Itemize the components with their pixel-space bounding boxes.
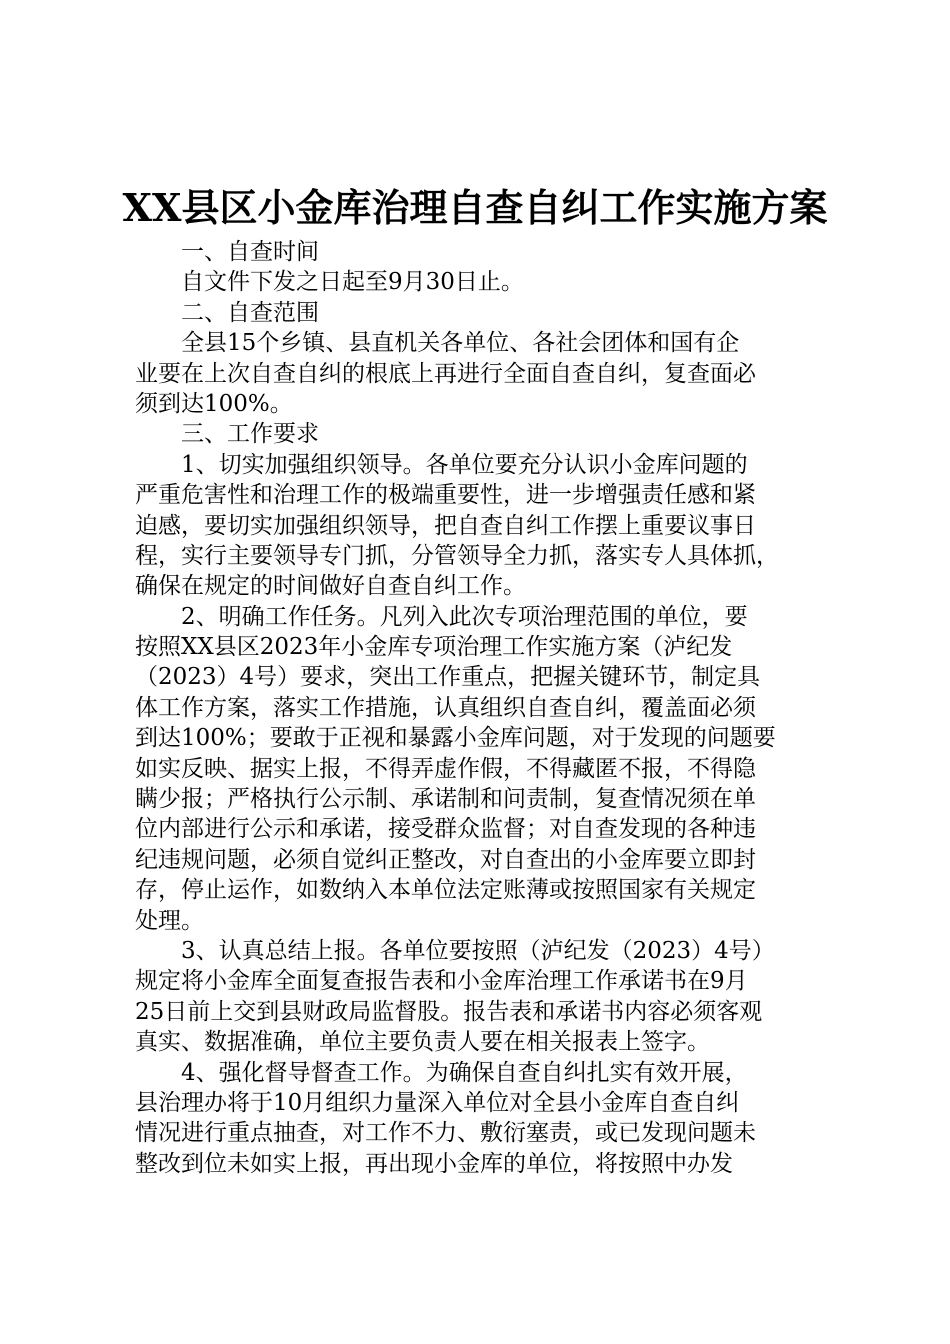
body-line: 4、强化督导督查工作。为确保自查自纠扎实有效开展， <box>181 1059 748 1086</box>
body-line: 业要在上次自查自纠的根底上再进行全面自查自纠，复查面必 <box>135 360 756 387</box>
body-line: 县治理办将于10月组织力量深入单位对全县小金库自查自纠 <box>135 1089 740 1116</box>
body-line: 自文件下发之日起至9月30日止。 <box>181 269 524 296</box>
body-line: 须到达100%。 <box>135 390 293 417</box>
body-line: 纪违规问题，必须自觉纠正整改，对自查出的小金库要立即封 <box>135 846 756 873</box>
body-line: 情况进行重点抽查，对工作不力、敷衍塞责，或已发现问题未 <box>135 1120 756 1147</box>
body-line: 3、认真总结上报。各单位要按照（泸纪发（2023）4号） <box>181 937 775 964</box>
body-line: 25日前上交到县财政局监督股。报告表和承诺书内容必须客观 <box>135 998 763 1025</box>
body-line: 规定将小金库全面复查报告表和小金库治理工作承诺书在9月 <box>135 968 748 995</box>
body-line: 位内部进行公示和承诺，接受群众监督；对自查发现的各种违 <box>135 816 756 843</box>
body-line: 迫感，要切实加强组织领导，把自查自纠工作摆上重要议事日 <box>135 512 756 539</box>
document-body <box>135 237 835 1179</box>
body-line: 严重危害性和治理工作的极端重要性，进一步增强责任感和紧 <box>135 482 756 509</box>
body-line: 瞒少报；严格执行公示制、承诺制和问责制，复查情况须在单 <box>135 786 756 813</box>
body-line: 确保在规定的时间做好自查自纠工作。 <box>135 573 526 600</box>
body-line: 体工作方案，落实工作措施，认真组织自查自纠，覆盖面必须 <box>135 694 756 721</box>
body-line: 处理。 <box>135 907 204 934</box>
body-line: 2、明确工作任务。凡列入此次专项治理范围的单位，要 <box>181 603 748 630</box>
body-line: 一、自查时间 <box>181 239 319 265</box>
body-line: 整改到位未如实上报，再出现小金库的单位，将按照中办发 <box>135 1150 733 1177</box>
body-line: 存，停止运作，如数纳入本单位法定账薄或按照国家有关规定 <box>135 877 756 904</box>
document-title: XX县区小金库治理自查自纠工作实施方案 <box>122 185 828 230</box>
body-line: （2023）4号）要求，突出工作重点，把握关键环节，制定具 <box>135 664 761 691</box>
body-line: 二、自查范围 <box>181 299 319 326</box>
body-line: 如实反映、据实上报，不得弄虚作假，不得藏匿不报，不得隐 <box>135 755 756 782</box>
body-line: 三、工作要求 <box>181 421 319 448</box>
body-line: 1、切实加强组织领导。各单位要充分认识小金库问题的 <box>181 451 748 478</box>
body-line: 程，实行主要领导专门抓，分管领导全力抓，落实专人具体抓， <box>135 542 779 569</box>
body-line: 到达100%；要敢于正视和暴露小金库问题，对于发现的问题要 <box>135 725 776 752</box>
body-line: 按照XX县区2023年小金库专项治理工作实施方案（泸纪发 <box>135 634 733 661</box>
body-line: 全县15个乡镇、县直机关各单位、各社会团体和国有企 <box>181 330 740 357</box>
body-line: 真实、数据准确，单位主要负责人要在相关报表上签字。 <box>135 1029 710 1056</box>
